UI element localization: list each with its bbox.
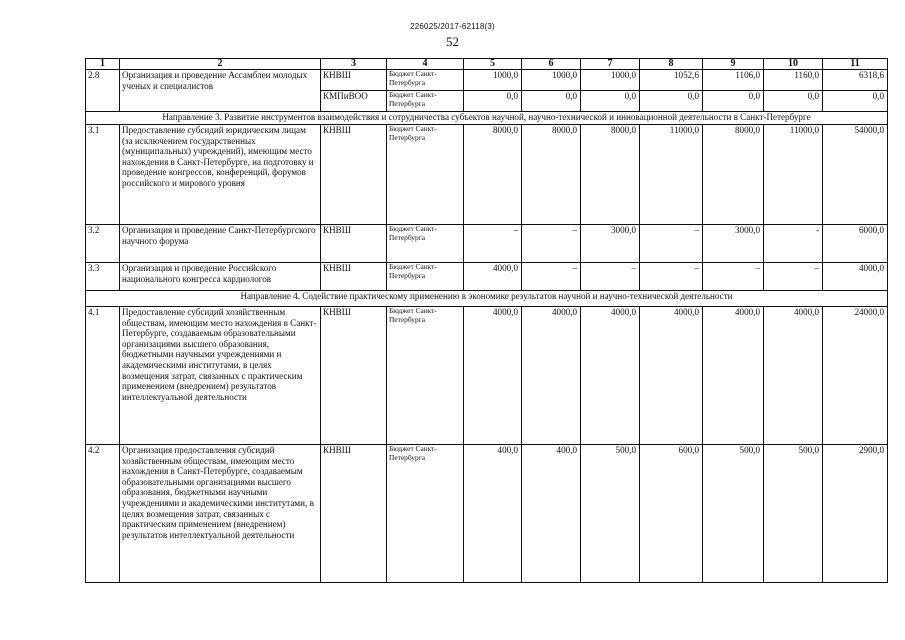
value-cell: 600,0 xyxy=(640,445,703,583)
col-8: 8 xyxy=(640,59,703,70)
col-10: 10 xyxy=(764,59,823,70)
value-cell: – xyxy=(581,263,640,291)
col-1: 1 xyxy=(86,59,120,70)
value-cell: 1106,0 xyxy=(703,70,764,91)
page-number: 52 xyxy=(446,34,459,49)
table-row xyxy=(86,307,888,445)
funding-source: Бюджет Санкт-Петербурга xyxy=(387,225,464,263)
executor: КНВШ xyxy=(321,263,387,291)
value-cell: 1052,6 xyxy=(640,70,703,91)
executor: КНВШ xyxy=(321,445,387,583)
value-cell: – xyxy=(703,263,764,291)
value-cell: 8000,0 xyxy=(581,125,640,225)
col-2: 2 xyxy=(120,59,321,70)
col-7: 7 xyxy=(581,59,640,70)
executor: КНВШ xyxy=(321,307,387,445)
activity-name: Организация и проведение Санкт-Петербургского научного форума xyxy=(120,225,321,263)
executor: КНВШ xyxy=(321,125,387,225)
value-cell: 4000,0 xyxy=(581,307,640,445)
value-cell: 500,0 xyxy=(703,445,764,583)
value-total: 24000,0 xyxy=(823,307,888,445)
value-cell: 4000,0 xyxy=(522,307,581,445)
table-row xyxy=(86,125,888,225)
value-cell: 0,0 xyxy=(522,91,581,112)
table-row xyxy=(86,263,888,291)
value-cell: 0,0 xyxy=(703,91,764,112)
funding-source: Бюджет Санкт-Петербурга xyxy=(387,445,464,583)
value-cell: – xyxy=(764,263,823,291)
funding-source: Бюджет Санкт-Петербурга xyxy=(387,91,464,112)
row-number: 4.2 xyxy=(86,445,120,583)
value-cell: – xyxy=(522,263,581,291)
funding-source: Бюджет Санкт-Петербурга xyxy=(387,307,464,445)
value-total: 0,0 xyxy=(823,91,888,112)
value-cell: 1000,0 xyxy=(581,70,640,91)
value-cell: – xyxy=(640,225,703,263)
value-cell: 0,0 xyxy=(581,91,640,112)
executor: КМПиВОО xyxy=(321,91,387,112)
value-cell: 8000,0 xyxy=(464,125,522,225)
program-table xyxy=(85,58,888,583)
value-cell: 11000,0 xyxy=(764,125,823,225)
value-cell: 11000,0 xyxy=(640,125,703,225)
value-cell: – xyxy=(464,225,522,263)
row-number: 2.8 xyxy=(86,70,120,112)
funding-source: Бюджет Санкт-Петербурга xyxy=(387,263,464,291)
value-total: 6000,0 xyxy=(823,225,888,263)
value-cell: 3000,0 xyxy=(581,225,640,263)
value-cell: 500,0 xyxy=(581,445,640,583)
value-cell: 4000,0 xyxy=(464,263,522,291)
table-row xyxy=(86,70,888,91)
value-cell: 0,0 xyxy=(764,91,823,112)
table-row xyxy=(86,225,888,263)
value-cell: – xyxy=(522,225,581,263)
value-cell: – xyxy=(640,263,703,291)
value-cell: 4000,0 xyxy=(640,307,703,445)
value-total: 54000,0 xyxy=(823,125,888,225)
value-cell: 8000,0 xyxy=(522,125,581,225)
value-total: 2900,0 xyxy=(823,445,888,583)
value-cell: 1160,0 xyxy=(764,70,823,91)
value-cell: 4000,0 xyxy=(703,307,764,445)
value-cell: - xyxy=(764,225,823,263)
value-cell: 400,0 xyxy=(464,445,522,583)
row-number: 3.3 xyxy=(86,263,120,291)
activity-name: Предоставление субсидий хозяйственным обществам, имеющим место нахождения в Санкт-Петербурге, создаваемым образовательными организациями высшего образования, бюджетными научными учреждениями и академическими институтами, в целях возмещения затрат, связанных с практическим применением (внедрением) результатов интеллектуальной деятельности xyxy=(120,307,321,445)
value-cell: 8000,0 xyxy=(703,125,764,225)
direction-4-heading: Направление 4. Содействие практическому применению в экономике результатов научной и научно-технической деятельности xyxy=(86,291,888,307)
activity-name: Организация и проведение Ассамблеи молодых ученых и специалистов xyxy=(120,70,321,112)
col-3: 3 xyxy=(321,59,387,70)
value-cell: 0,0 xyxy=(640,91,703,112)
col-9: 9 xyxy=(703,59,764,70)
value-cell: 500,0 xyxy=(764,445,823,583)
value-total: 6318,6 xyxy=(823,70,888,91)
col-11: 11 xyxy=(823,59,888,70)
direction-3-heading: Направление 3. Развитие инструментов взаимодействия и сотрудничества субъектов научной, научно-технической и инновационной деятельности в Санкт-Петербурге xyxy=(86,112,888,125)
column-number-row xyxy=(86,59,888,70)
activity-name: Предоставление субсидий юридическим лицам (за исключением государственных (муниципальных) учреждений), имеющим место нахождения в Санкт-Петербурге, на подготовку и проведение конгрессов, конференций, форумов российского и мирового уровня xyxy=(120,125,321,225)
value-cell: 3000,0 xyxy=(703,225,764,263)
value-cell: 0,0 xyxy=(464,91,522,112)
direction-row xyxy=(86,112,888,125)
executor: КНВШ xyxy=(321,225,387,263)
col-6: 6 xyxy=(522,59,581,70)
row-number: 3.2 xyxy=(86,225,120,263)
funding-source: Бюджет Санкт-Петербурга xyxy=(387,70,464,91)
value-cell: 400,0 xyxy=(522,445,581,583)
activity-name: Организация и проведение Российского национального конгресса кардиологов xyxy=(120,263,321,291)
row-number: 3.1 xyxy=(86,125,120,225)
funding-source: Бюджет Санкт-Петербурга xyxy=(387,125,464,225)
value-cell: 4000,0 xyxy=(764,307,823,445)
col-4: 4 xyxy=(387,59,464,70)
table-row xyxy=(86,445,888,583)
direction-row xyxy=(86,291,888,307)
activity-name: Организация предоставления субсидий хозяйственным обществам, имеющим место нахождения в Санкт-Петербурге, создаваемым образовательными организациями высшего образования, бюджетными научными учреждениями и академическими институтами, в целях возмещения затрат, связанных с практическим применением (внедрением) результатов интеллектуальной деятельности xyxy=(120,445,321,583)
value-cell: 1000,0 xyxy=(522,70,581,91)
value-cell: 4000,0 xyxy=(464,307,522,445)
document-id: 226025/2017-62118(3) xyxy=(410,22,495,31)
row-number: 4.1 xyxy=(86,307,120,445)
col-5: 5 xyxy=(464,59,522,70)
value-cell: 1000,0 xyxy=(464,70,522,91)
executor: КНВШ xyxy=(321,70,387,91)
value-total: 4000,0 xyxy=(823,263,888,291)
